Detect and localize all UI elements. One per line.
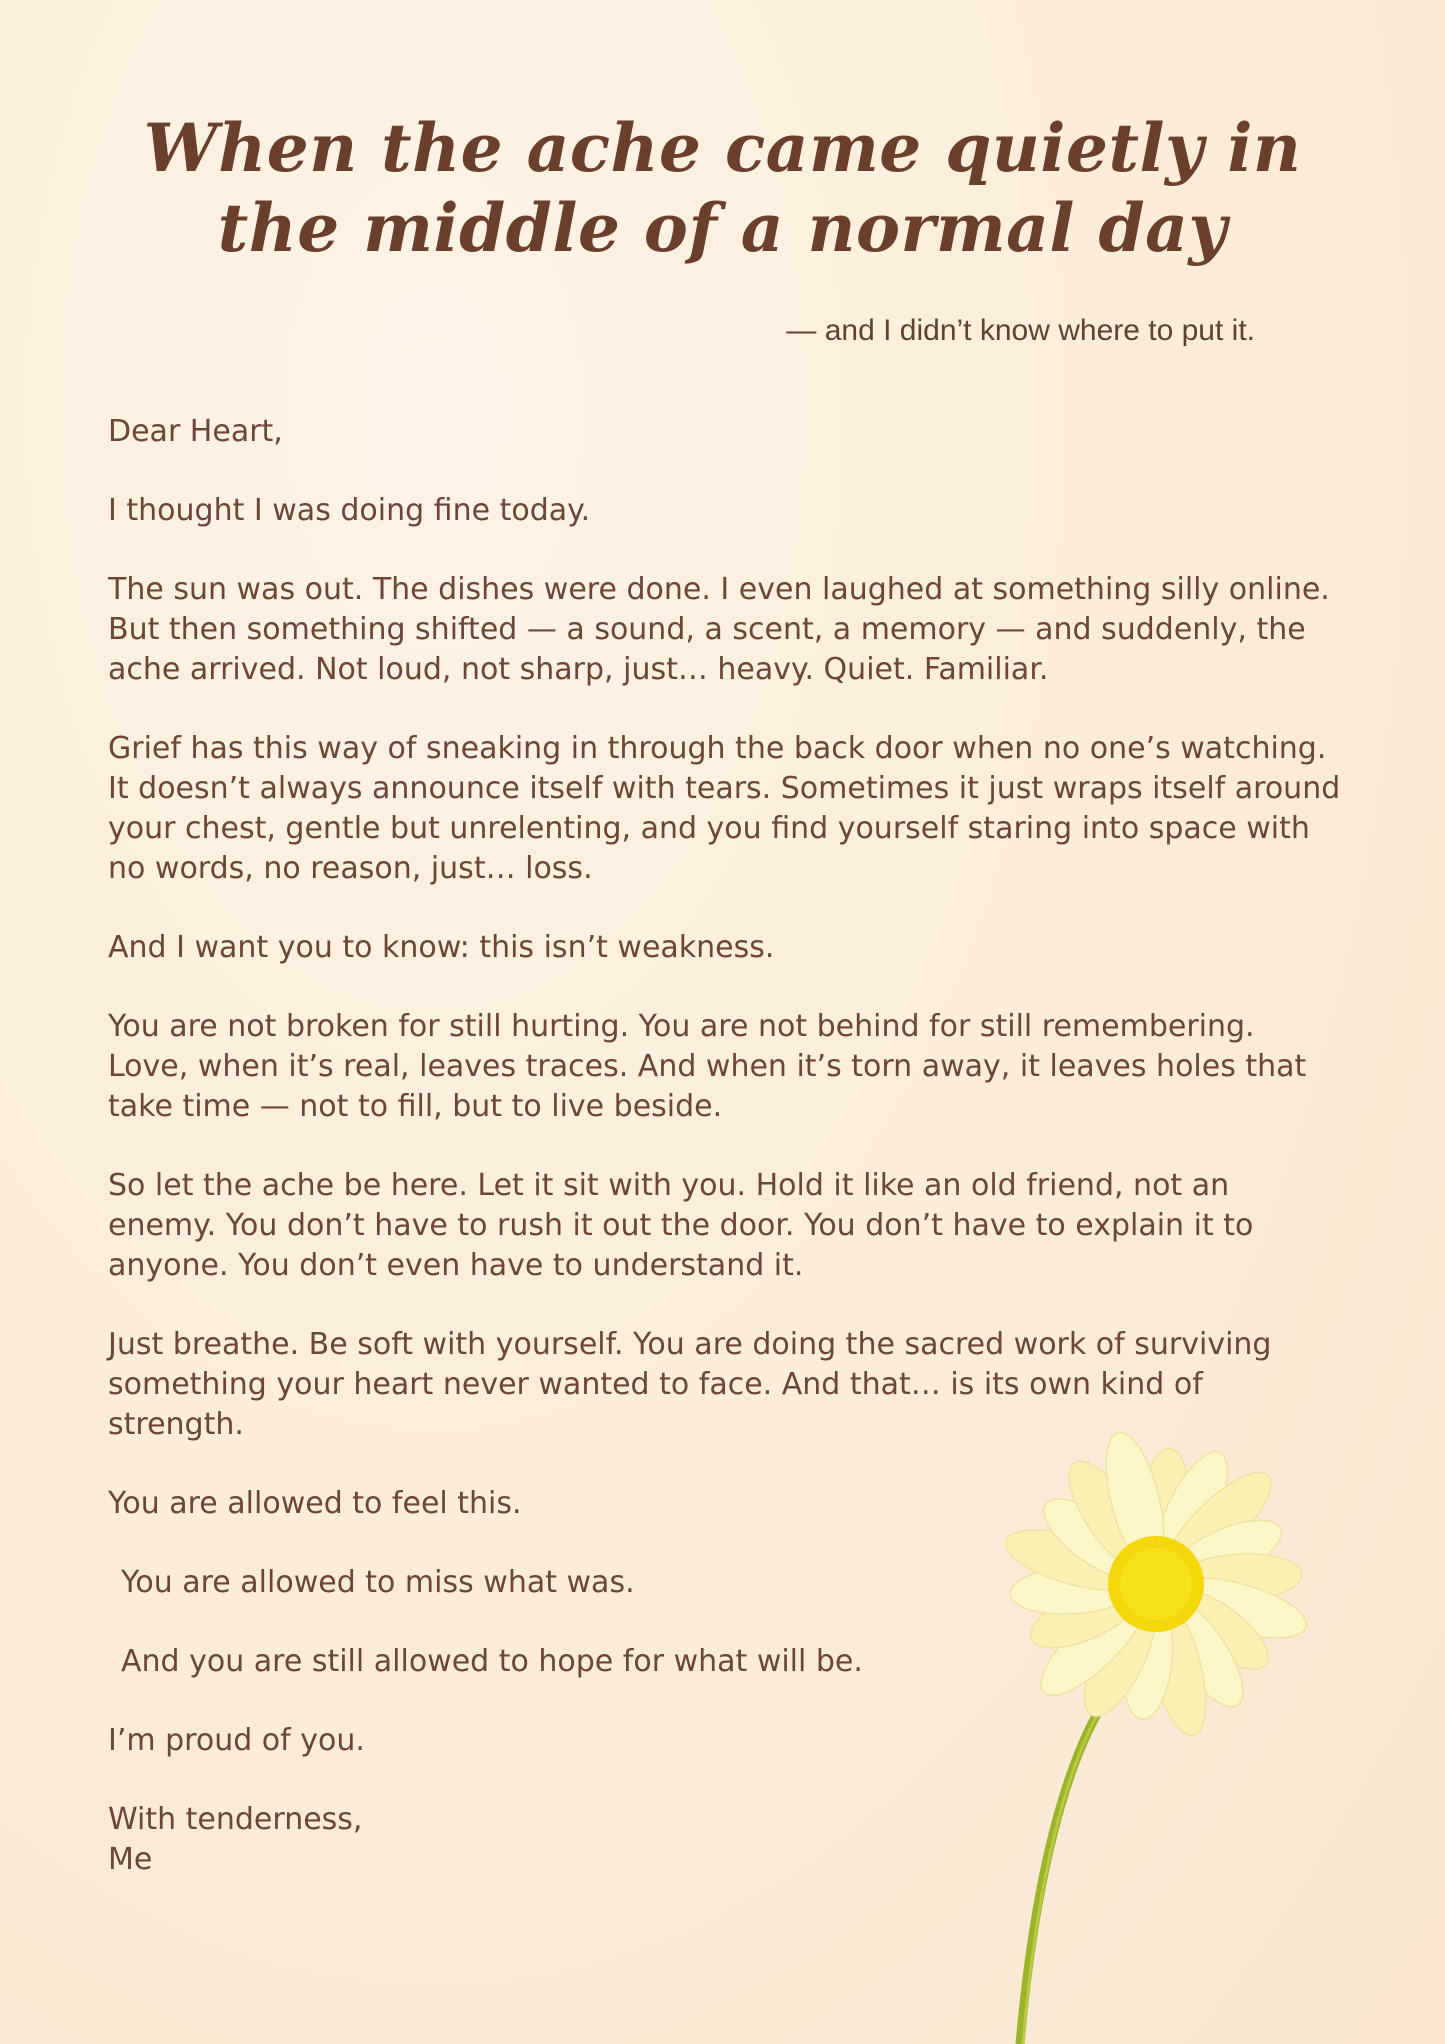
paragraph: I’m proud of you. [108,1723,365,1758]
paragraph: I thought I was doing fine today. [108,493,591,528]
paragraph: The sun was out. The dishes were done. I even laughed at something silly online. But then something shifted — a sound, a scent, a memory — and suddenly, the ache arrived. Not loud, not sharp, just… heavy. Quiet. Familiar. [108,572,1330,687]
subtitle: — and I didn’t know where to put it. [786,314,1255,347]
signature: Me [108,1842,153,1877]
affirmation: And you are still allowed to hope for what will be. [121,1644,863,1679]
paragraph: Just breathe. Be soft with yourself. You are doing the sacred work of surviving something your heart never wanted to face. And that… is its own kind of strength. [108,1327,1272,1442]
title-line-1: When the ache came quietly in [143,109,1302,187]
page-title [0,108,1445,268]
paragraph: So let the ache be here. Let it sit with you. Hold it like an old friend, not an enemy. You don’t have to rush it out the door. You don’t have to explain it to anyone. You don’t even have to understand it. [108,1168,1254,1283]
daisy-flower-icon [960,1420,1360,2044]
title-line-2: the middle of a normal day [217,189,1228,267]
paragraph: You are not broken for still hurting. You are not behind for still remembering. Love, when it’s real, leaves traces. And when it’s torn away, it leaves holes that take time — not to fill, but to live beside. [108,1009,1307,1124]
paragraph: And I want you to know: this isn’t weakness. [108,930,775,965]
paragraph: Grief has this way of sneaking in through the back door when no one’s watching. It doesn’t always announce itself with tears. Sometimes it just wraps itself around your chest, gentle but unrelenting, and you find yourself staring into space with no words, no reason, just… loss. [108,731,1341,886]
closing: With tenderness, [108,1802,363,1837]
greeting: Dear Heart, [108,414,283,449]
affirmation: You are allowed to feel this. [108,1486,522,1521]
flower-stem [1020,1696,1108,2044]
affirmation: You are allowed to miss what was. [121,1565,635,1600]
